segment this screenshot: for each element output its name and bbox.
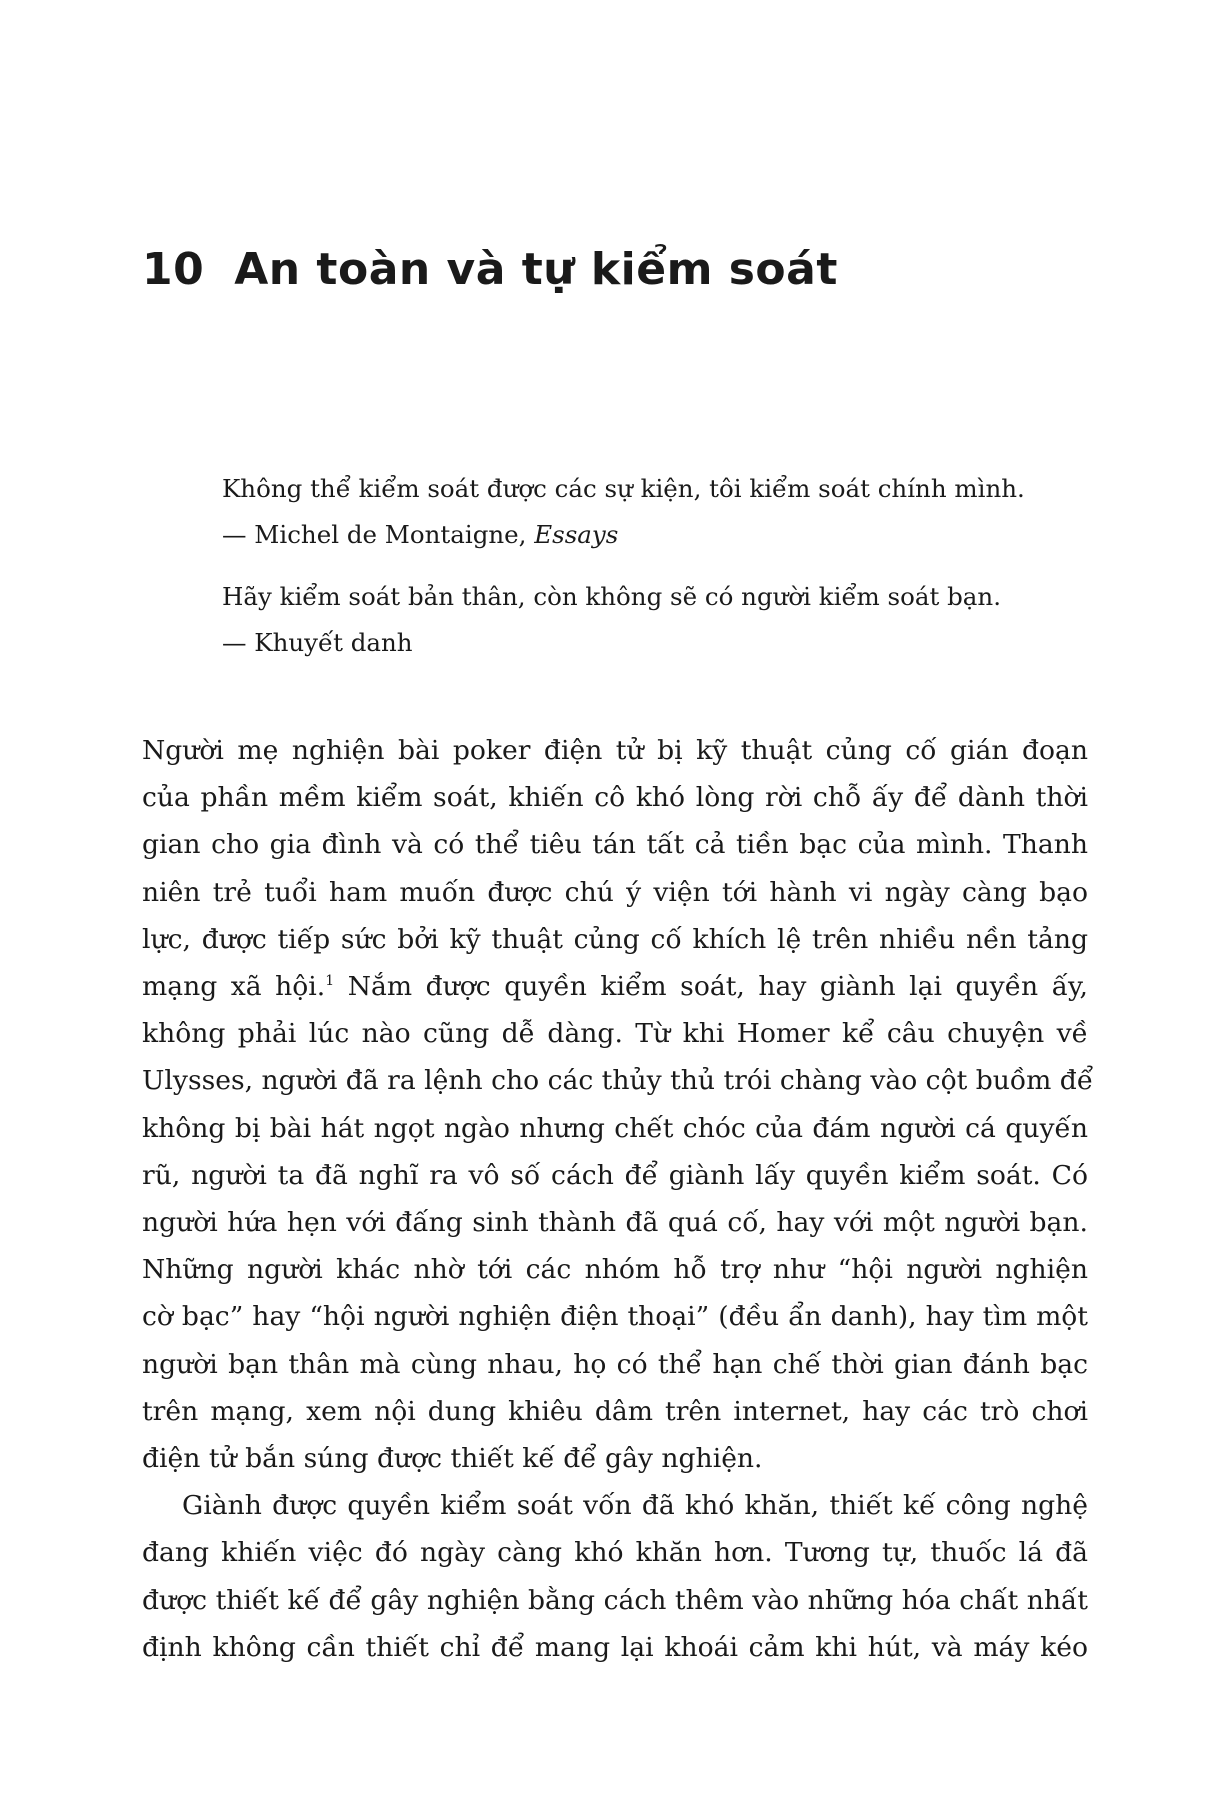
text-line: niên trẻ tuổi ham muốn được chú ý viện tới hành vi ngày càng bạo <box>142 876 1088 908</box>
epigraph-quote: Không thể kiểm soát được các sự kiện, tôi kiểm soát chính mình. <box>222 474 1025 503</box>
chapter-title: An toàn và tự kiểm soát <box>234 244 838 295</box>
epigraph-attribution <box>222 512 1122 558</box>
attribution-author: — Michel de Montaigne, <box>222 520 535 549</box>
attribution-author: — Khuyết danh <box>222 628 413 657</box>
epigraph <box>222 466 1122 558</box>
text-line: điện tử bắn súng được thiết kế để gây nghiện. <box>142 1443 763 1475</box>
paragraph <box>142 1482 1088 1671</box>
text-line: lực, được tiếp sức bởi kỹ thuật củng cố khích lệ trên nhiều nền tảng <box>142 923 1088 955</box>
paragraph <box>142 727 1094 1482</box>
text-segment: mạng xã hội. <box>142 971 326 1003</box>
text-line: Ulysses, người đã ra lệnh cho các thủy thủ trói chàng vào cột buồm để <box>142 1065 1094 1097</box>
footnote-ref[interactable]: 1 <box>325 973 335 990</box>
text-line: Những người khác nhờ tới các nhóm hỗ trợ như “hội người nghiện <box>142 1254 1088 1286</box>
chapter-number: 10 <box>142 244 205 295</box>
text-line <box>142 963 1088 1010</box>
text-line: trên mạng, xem nội dung khiêu dâm trên internet, hay các trò chơi <box>142 1395 1088 1427</box>
text-line: Người mẹ nghiện bài poker điện tử bị kỹ thuật củng cố gián đoạn <box>142 735 1088 766</box>
text-line: Giành được quyền kiểm soát vốn đã khó khăn, thiết kế công nghệ <box>182 1490 1088 1522</box>
text-line: định không cần thiết chỉ để mang lại khoái cảm khi hút, và máy kéo <box>142 1631 1088 1663</box>
text-line: không phải lúc nào cũng dễ dàng. Từ khi Homer kể câu chuyện về <box>142 1018 1088 1050</box>
epigraph-attribution <box>222 620 1122 666</box>
text-line: được thiết kế để gây nghiện bằng cách thêm vào những hóa chất nhất <box>142 1584 1088 1616</box>
text-line: người bạn thân mà cùng nhau, họ có thể hạn chế thời gian đánh bạc <box>142 1348 1088 1380</box>
epigraphs <box>222 466 1122 682</box>
chapter-heading <box>142 240 838 300</box>
text-line: không bị bài hát ngọt ngào nhưng chết chóc của đám người cá quyến <box>142 1112 1088 1144</box>
body-text <box>142 727 1094 1671</box>
epigraph-quote: Hãy kiểm soát bản thân, còn không sẽ có người kiểm soát bạn. <box>222 582 1001 611</box>
text-line: rũ, người ta đã nghĩ ra vô số cách để giành lấy quyền kiểm soát. Có <box>142 1159 1088 1191</box>
epigraph <box>222 574 1122 666</box>
text-line: cờ bạc” hay “hội người nghiện điện thoại” (đều ẩn danh), hay tìm một <box>142 1301 1088 1333</box>
attribution-work: Essays <box>534 520 619 549</box>
text-line: gian cho gia đình và có thể tiêu tán tất cả tiền bạc của mình. Thanh <box>142 829 1088 861</box>
text-line: của phần mềm kiểm soát, khiến cô khó lòng rời chỗ ấy để dành thời <box>142 782 1088 814</box>
text-line: đang khiến việc đó ngày càng khó khăn hơn. Tương tự, thuốc lá đã <box>142 1537 1088 1569</box>
text-line: người hứa hẹn với đấng sinh thành đã quá cố, hay với một người bạn. <box>142 1207 1088 1239</box>
text-segment: Nắm được quyền kiểm soát, hay giành lại quyền ấy, <box>334 971 1088 1003</box>
